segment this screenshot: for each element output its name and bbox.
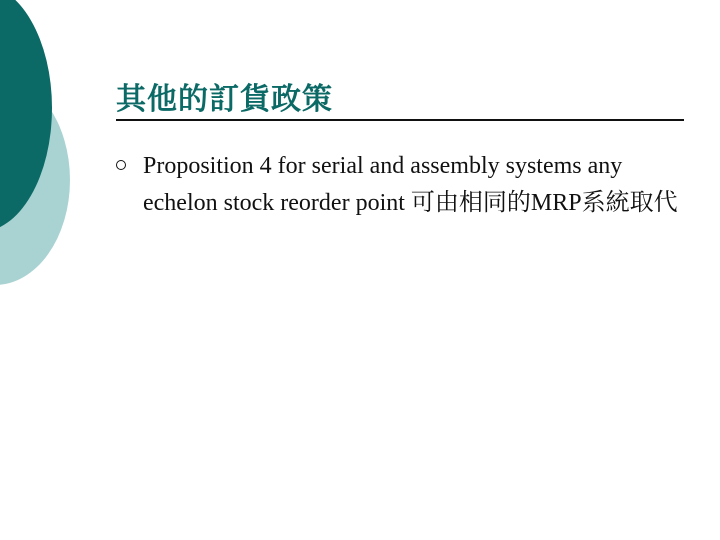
slide-title: 其他的訂貨政策 — [116, 82, 333, 117]
bullet-list — [116, 148, 696, 222]
title-divider — [116, 119, 684, 121]
bullet-text: Proposition 4 for serial and assembly systems any echelon stock reorder point 可由相同的MRP系統取代 — [143, 153, 678, 216]
bullet-item — [116, 148, 696, 222]
corner-decoration — [0, 0, 90, 300]
hollow-circle-icon — [116, 160, 126, 170]
